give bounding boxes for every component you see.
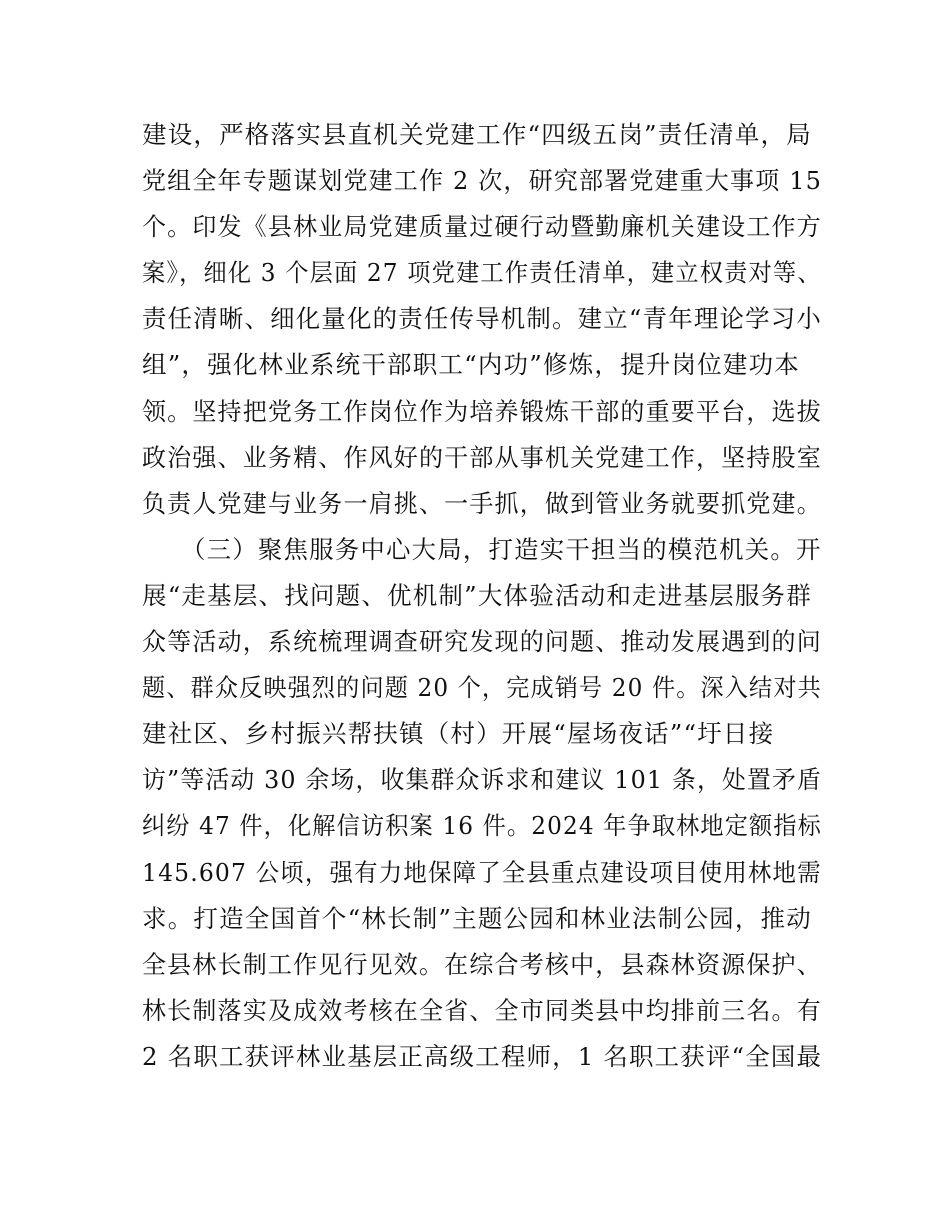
- text-line: 众等活动，系统梳理调查研究发现的问题、推动发展遇到的问: [142, 627, 822, 657]
- text-line: 访”等活动 30 余场，收集群众诉求和建议 101 条，处置矛盾: [142, 765, 823, 795]
- text-line: 2 名职工获评林业基层正高级工程师，1 名职工获评“全国最: [142, 1041, 823, 1071]
- text-line: 建设，严格落实县直机关党建工作“四级五岗”责任清单，局: [142, 120, 812, 149]
- text-line: 展“走基层、找问题、优机制”大体验活动和走进基层服务群: [142, 580, 812, 610]
- text-line: 政治强、业务精、作风好的干部从事机关党建工作，坚持股室: [142, 442, 822, 472]
- body-text: [142, 112, 822, 1080]
- text-line: 建社区、乡村振兴帮扶镇（村）开展“屋场夜话”“圩日接: [142, 719, 775, 749]
- text-line: 组”，强化林业系统干部职工“内功”修炼，提升岗位建功本: [142, 350, 800, 380]
- text-line: 负责人党建与业务一肩挑、一手抓，做到管业务就要抓党建。: [142, 488, 822, 518]
- text-line: 案》，细化 3 个层面 27 项党建工作责任清单，建立权责对等、: [142, 258, 822, 288]
- text-line: 纠纷 47 件，化解信访积案 16 件。2024 年争取林地定额指标: [142, 811, 822, 841]
- text-line: 全县林长制工作见行见效。在综合考核中，县森林资源保护、: [142, 949, 822, 979]
- text-line: 党组全年专题谋划党建工作 2 次，研究部署党建重大事项 15: [142, 166, 823, 196]
- text-line: 题、群众反映强烈的问题 20 个，完成销号 20 件。深入结对共: [142, 673, 822, 703]
- text-line: 责任清晰、细化量化的责任传导机制。建立“青年理论学习小: [142, 304, 822, 334]
- text-line: 领。坚持把党务工作岗位作为培养锻炼干部的重要平台，选拔: [142, 396, 822, 426]
- text-line: 个。印发《县林业局党建质量过硬行动暨勤廉机关建设工作方: [142, 212, 822, 242]
- text-line: 145.607 公顷，强有力地保障了全县重点建设项目使用林地需: [142, 857, 822, 887]
- text-line: 林长制落实及成效考核在全省、全市同类县中均排前三名。有: [142, 995, 822, 1025]
- text-line: 求。打造全国首个“林长制”主题公园和林业法制公园，推动: [142, 903, 812, 933]
- section-heading-line: （三）聚焦服务中心大局，打造实干担当的模范机关。开: [142, 534, 822, 564]
